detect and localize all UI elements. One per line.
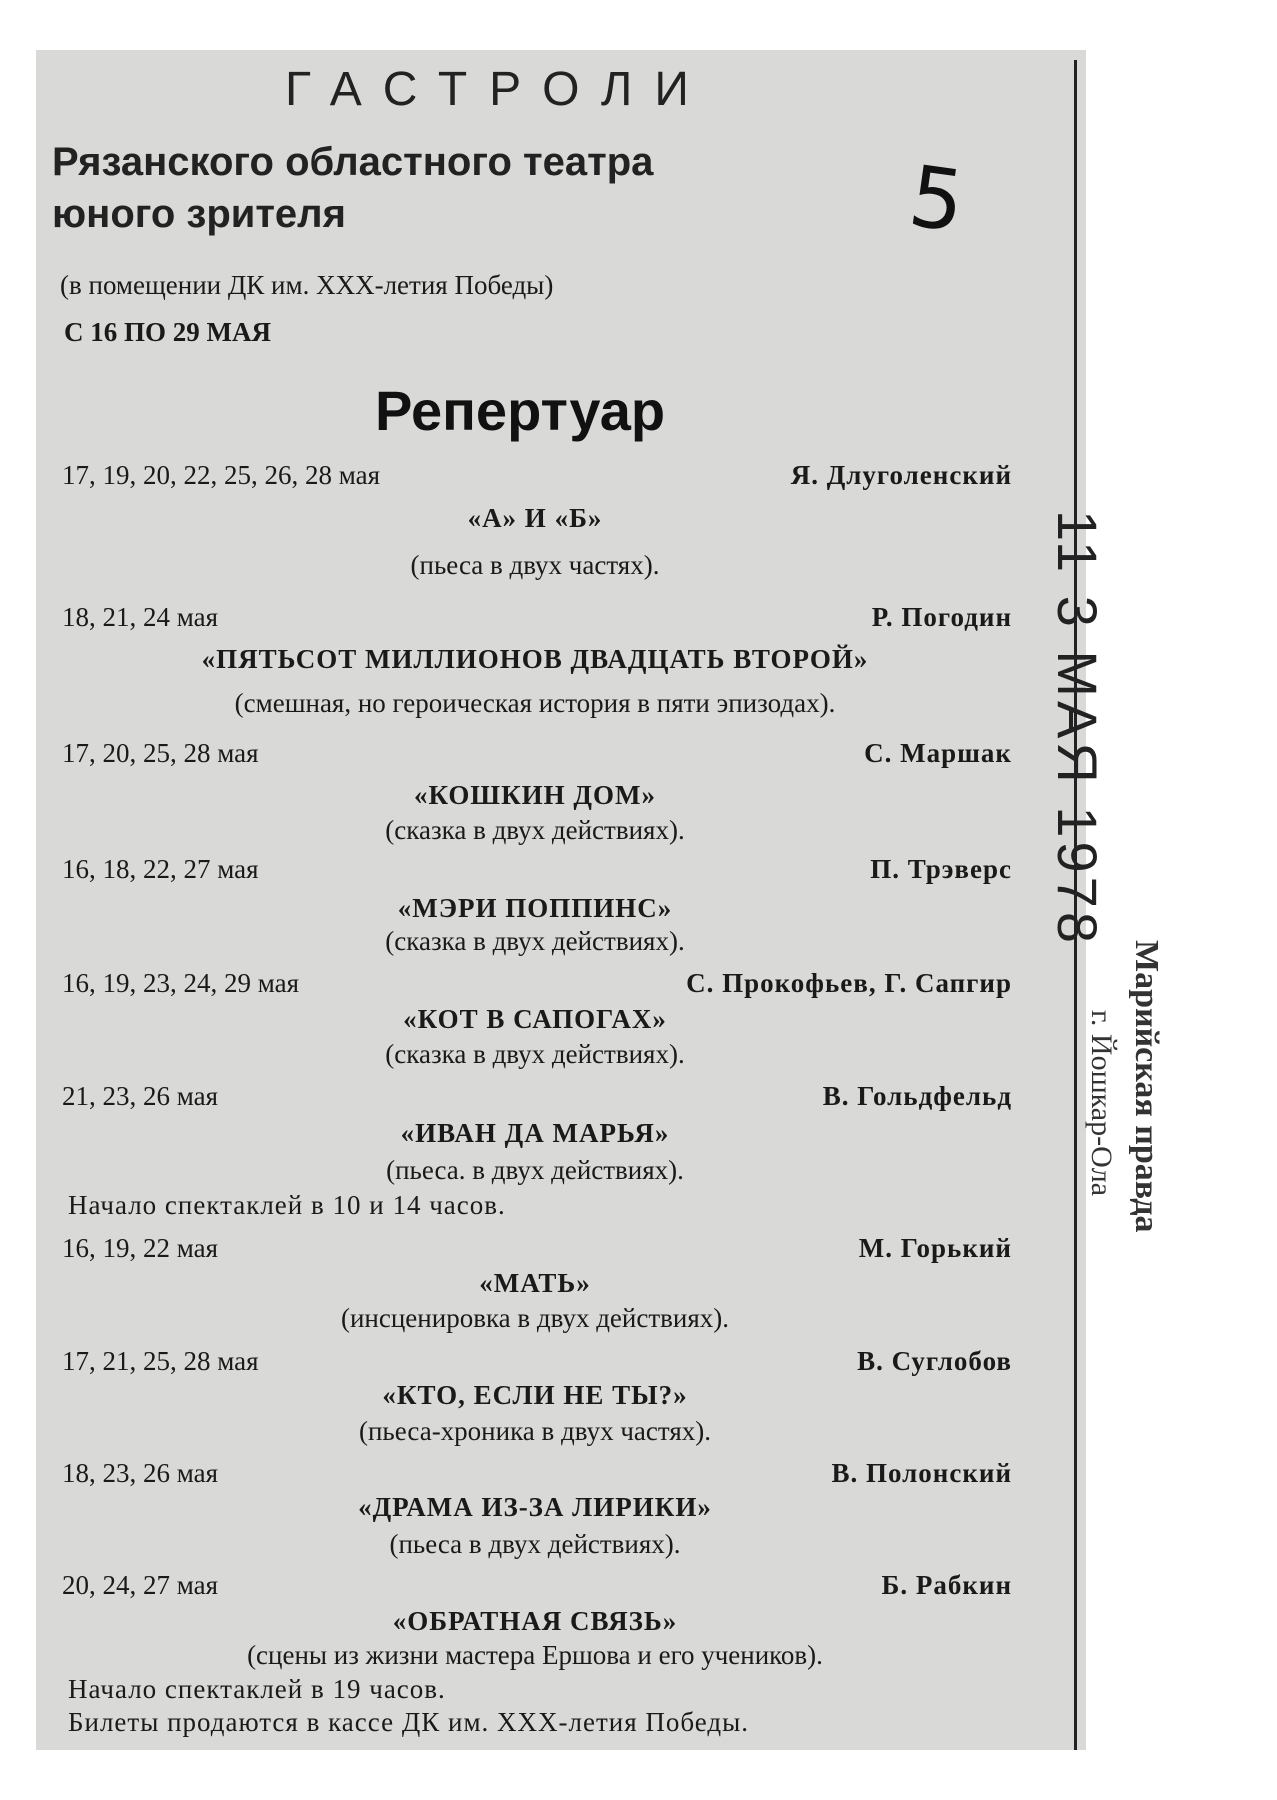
- show-author: В. Полонский: [831, 1458, 1012, 1488]
- show-dates: 18, 21, 24 мая: [62, 602, 219, 632]
- show-title: «КОШКИН ДОМ»: [414, 780, 656, 810]
- show-dates: 20, 24, 27 мая: [62, 1570, 219, 1600]
- show-title: «ПЯТЬСОТ МИЛЛИОНОВ ДВАДЦАТЬ ВТОРОЙ»: [201, 644, 869, 674]
- show-genre: (сказка в двух действиях).: [385, 926, 685, 956]
- show-dates: 16, 18, 22, 27 мая: [62, 854, 259, 884]
- show-genre: (смешная, но героическая история в пяти эпизодах).: [234, 688, 836, 718]
- tour-dates: С 16 ПО 29 МАЯ: [64, 317, 271, 347]
- show-dates: 17, 19, 20, 22, 25, 26, 28 мая: [62, 460, 381, 490]
- theatre-name-line1: Рязанского областного театра: [52, 140, 654, 184]
- show-author: П. Трэверс: [870, 854, 1012, 884]
- venue-note: (в помещении ДК им. ХХХ-летия Победы): [60, 270, 554, 300]
- show-genre: (пьеса в двух действиях).: [389, 1529, 681, 1559]
- newspaper-name: Марийская правда: [1128, 940, 1165, 1233]
- show-genre: (пьеса-хроника в двух частях).: [358, 1416, 711, 1446]
- show-genre: (пьеса. в двух действиях).: [386, 1155, 684, 1185]
- show-author: С. Маршак: [864, 738, 1012, 768]
- show-genre: (инсценировка в двух действиях).: [340, 1303, 730, 1333]
- show-genre: (сцены из жизни мастера Ершова и его учеников).: [247, 1640, 823, 1670]
- show-dates: 18, 23, 26 мая: [62, 1458, 219, 1488]
- show-dates: 16, 19, 22 мая: [62, 1233, 219, 1263]
- show-title: «ОБРАТНАЯ СВЯЗЬ»: [392, 1606, 678, 1636]
- start-time-evening: Начало спектаклей в 19 часов.: [68, 1674, 446, 1704]
- show-dates: 17, 21, 25, 28 мая: [62, 1346, 259, 1376]
- newspaper-city: г. Йошкар-Ола: [1085, 1010, 1118, 1197]
- repertoire-title: Репертуар: [375, 379, 666, 442]
- show-author: В. Суглобов: [857, 1346, 1012, 1376]
- show-genre: (сказка в двух действиях).: [385, 815, 685, 845]
- show-dates: 16, 19, 23, 24, 29 мая: [62, 968, 300, 998]
- handwritten-number: 5: [903, 146, 971, 252]
- start-time-day: Начало спектаклей в 10 и 14 часов.: [68, 1190, 506, 1220]
- ticket-info: Билеты продаются в кассе ДК им. ХХХ-летия Победы.: [68, 1707, 750, 1737]
- show-genre: (сказка в двух действиях).: [385, 1039, 685, 1069]
- show-title: «ИВАН ДА МАРЬЯ»: [400, 1118, 670, 1148]
- show-title: «МАТЬ»: [479, 1268, 591, 1298]
- show-author: Я. Длуголенский: [790, 460, 1012, 490]
- theatre-name-line2: юного зрителя: [52, 192, 346, 236]
- show-author: Б. Рабкин: [881, 1570, 1012, 1600]
- show-title: «КОТ В САПОГАХ»: [403, 1004, 667, 1034]
- show-author: Р. Погодин: [871, 602, 1012, 632]
- tour-heading: ГАСТРОЛИ: [285, 63, 711, 116]
- date-stamp: 11 3 МАЯ 1978: [1046, 510, 1109, 947]
- show-author: М. Горький: [858, 1233, 1012, 1263]
- show-genre: (пьеса в двух частях).: [410, 550, 660, 580]
- show-title: «МЭРИ ПОППИНС»: [397, 893, 673, 923]
- show-title: «ДРАМА ИЗ-ЗА ЛИРИКИ»: [358, 1492, 712, 1522]
- show-dates: 21, 23, 26 мая: [62, 1081, 219, 1111]
- show-title: «А» И «Б»: [467, 503, 603, 533]
- show-dates: 17, 20, 25, 28 мая: [62, 738, 259, 768]
- show-author: С. Прокофьев, Г. Сапгир: [686, 968, 1012, 998]
- show-title: «КТО, ЕСЛИ НЕ ТЫ?»: [382, 1380, 688, 1410]
- show-author: В. Гольдфельд: [822, 1081, 1012, 1111]
